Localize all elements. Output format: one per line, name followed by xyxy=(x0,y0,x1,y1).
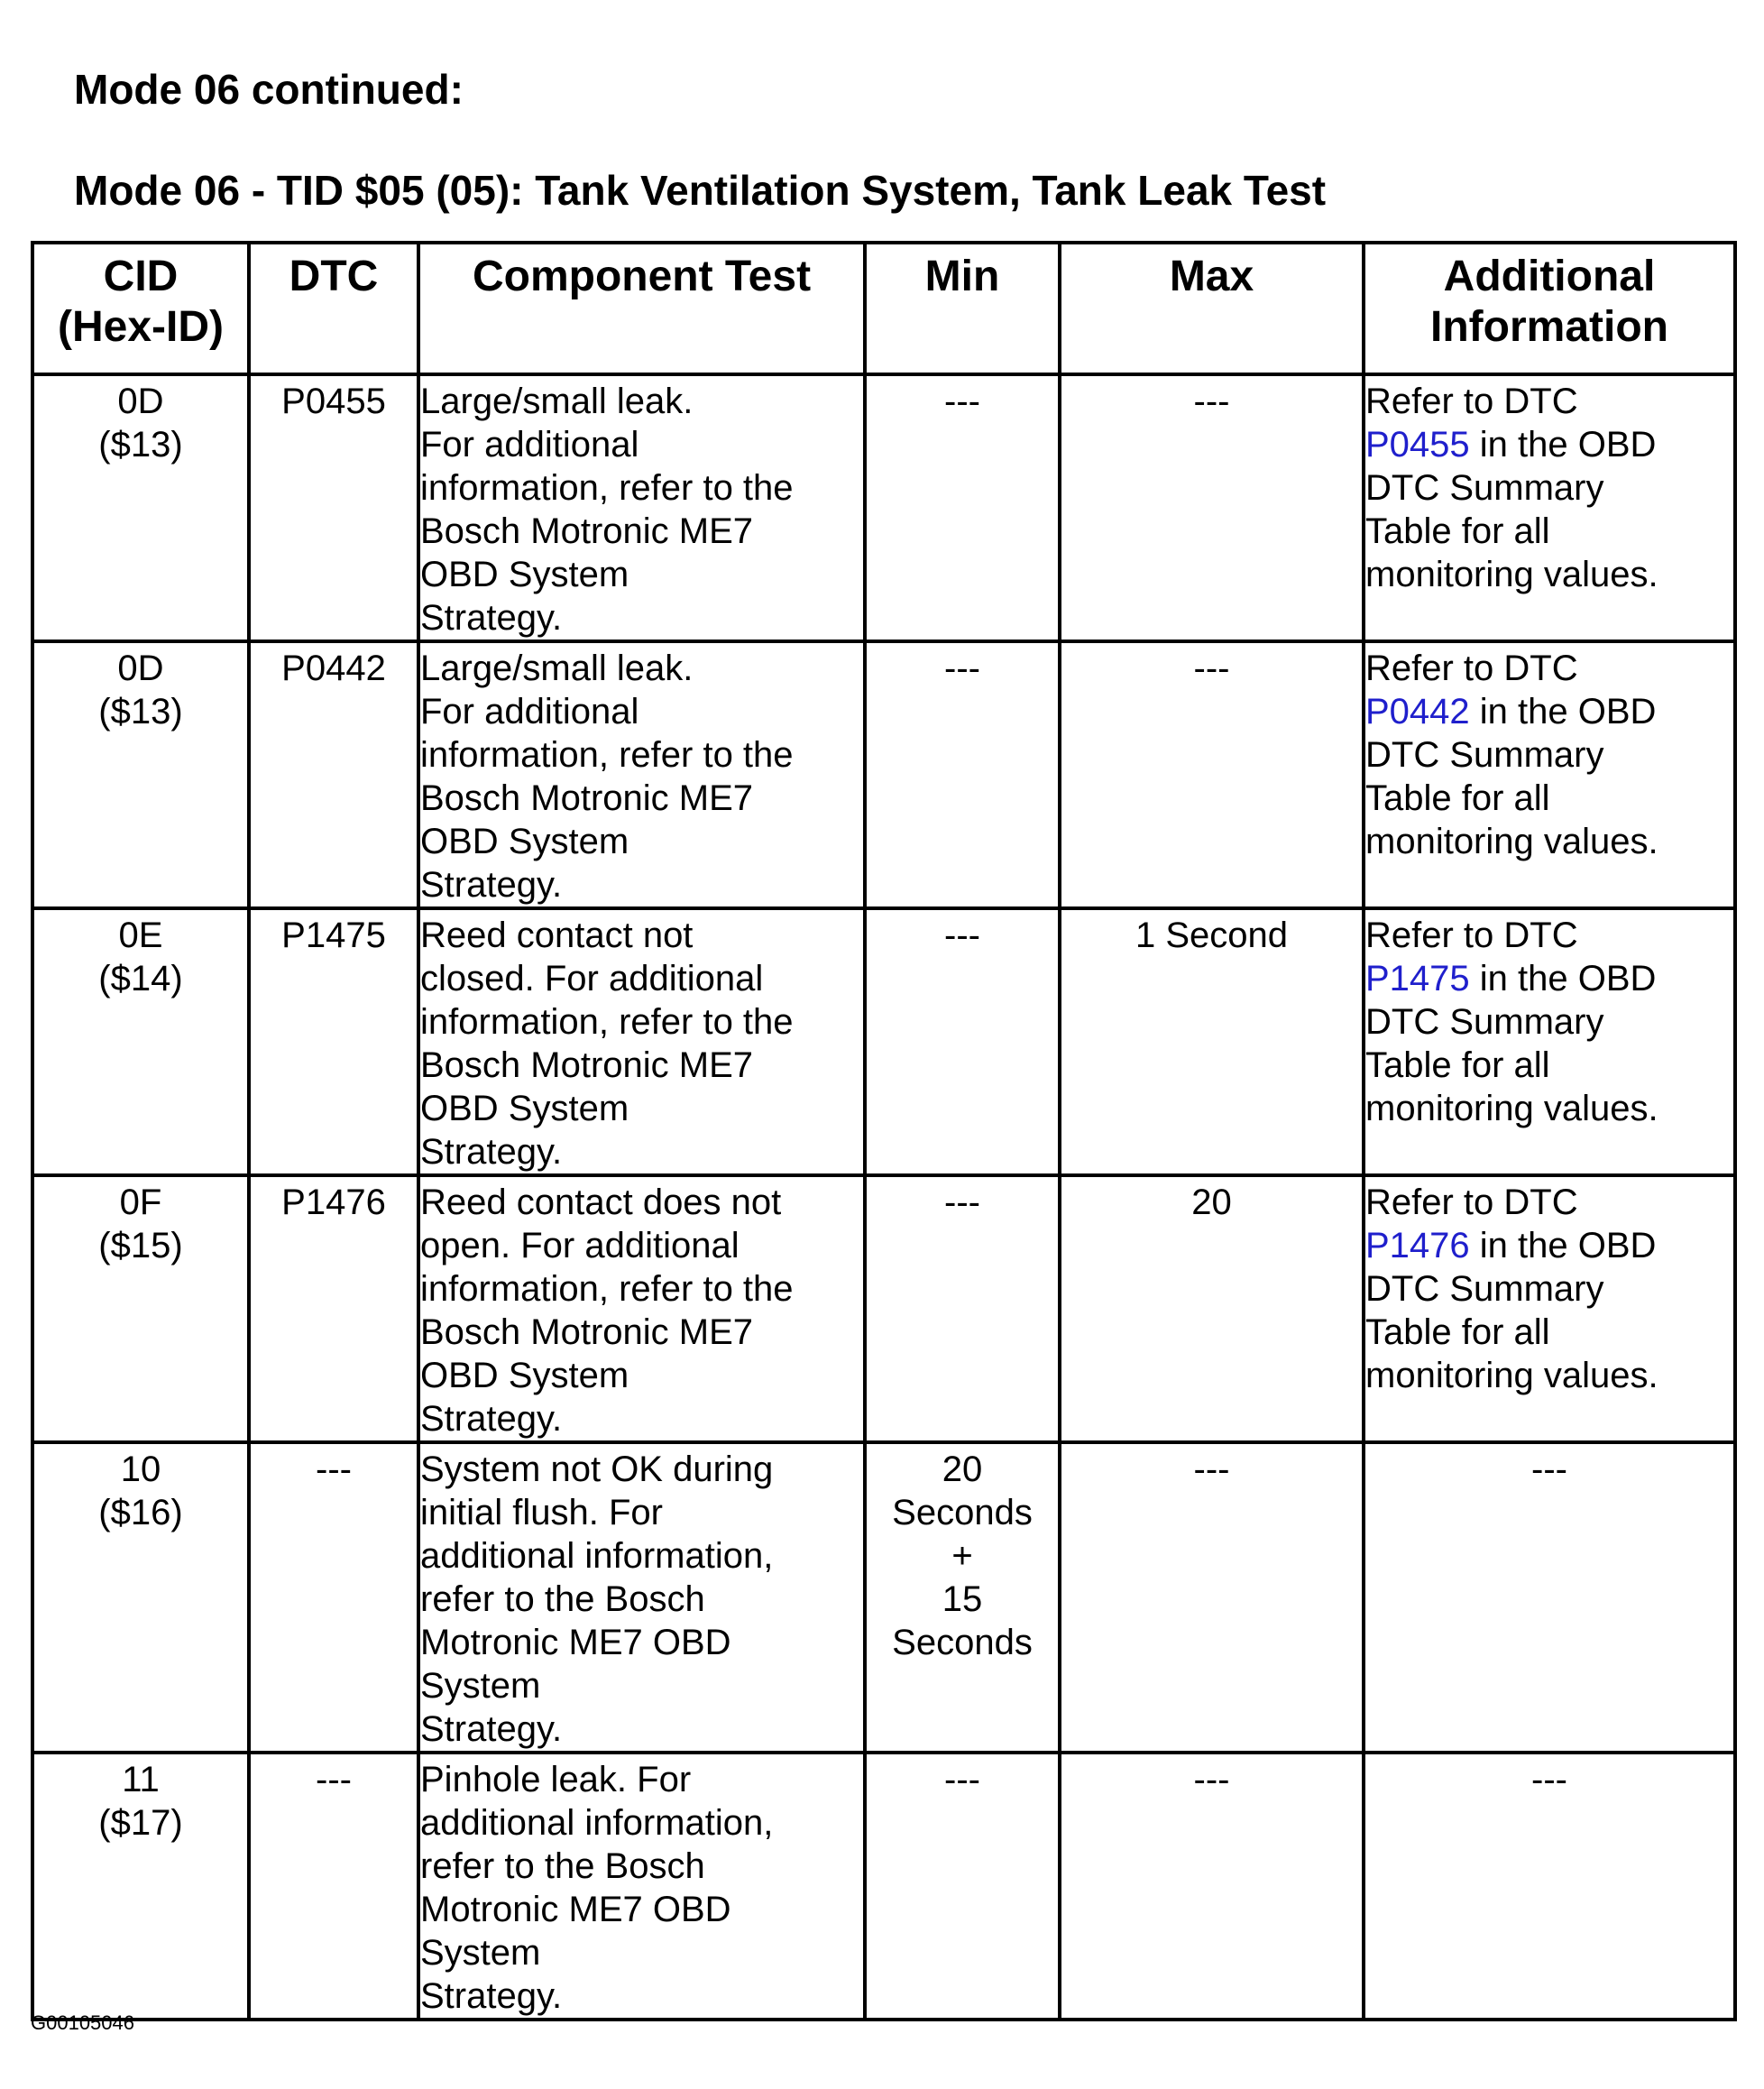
section-heading: Mode 06 continued: xyxy=(74,66,464,113)
min-cell: 20 Seconds + 15 Seconds xyxy=(865,1442,1060,1753)
additional-info-cell: --- xyxy=(1364,1753,1735,2020)
cid-cell: 0F ($15) xyxy=(32,1175,249,1442)
component-test-cell: Reed contact does not open. For additional information, refer to the Bosch Motronic ME7 OBD System Strategy. xyxy=(418,1175,865,1442)
cid-cell: 0D ($13) xyxy=(32,641,249,908)
table-title: Mode 06 - TID $05 (05): Tank Ventilation System, Tank Leak Test xyxy=(74,167,1327,214)
max-cell: 20 xyxy=(1060,1175,1364,1442)
component-test-cell: Pinhole leak. For additional information, refer to the Bosch Motronic ME7 OBD System Strategy. xyxy=(418,1753,865,2020)
min-cell: --- xyxy=(865,1175,1060,1442)
cid-cell: 0E ($14) xyxy=(32,908,249,1175)
dtc-link-p1475[interactable]: P1475 xyxy=(1365,959,1470,998)
additional-info-cell: Refer to DTC P0442 in the OBD DTC Summary Table for all monitoring values. xyxy=(1364,641,1735,908)
table-row xyxy=(32,374,1735,641)
component-test-cell: Large/small leak. For additional information, refer to the Bosch Motronic ME7 OBD System Strategy. xyxy=(418,374,865,641)
min-cell: --- xyxy=(865,374,1060,641)
dtc-cell: P0442 xyxy=(249,641,418,908)
header-component-test: Component Test xyxy=(418,243,865,374)
max-cell: --- xyxy=(1060,641,1364,908)
dtc-cell: P0455 xyxy=(249,374,418,641)
figure-id: G00105046 xyxy=(31,2011,134,2034)
table-row xyxy=(32,1442,1735,1753)
additional-info-cell: Refer to DTC P1475 in the OBD DTC Summary Table for all monitoring values. xyxy=(1364,908,1735,1175)
table-row xyxy=(32,641,1735,908)
header-cid: CID (Hex-ID) xyxy=(32,243,249,374)
max-cell: --- xyxy=(1060,374,1364,641)
dtc-cell: P1476 xyxy=(249,1175,418,1442)
table-row xyxy=(32,1753,1735,2020)
component-test-cell: System not OK during initial flush. For additional information, refer to the Bosch Motronic ME7 OBD System Strategy. xyxy=(418,1442,865,1753)
mode06-table xyxy=(31,241,1737,2021)
component-test-cell: Reed contact not closed. For additional information, refer to the Bosch Motronic ME7 OBD System Strategy. xyxy=(418,908,865,1175)
additional-info-cell: --- xyxy=(1364,1442,1735,1753)
min-cell: --- xyxy=(865,908,1060,1175)
header-max: Max xyxy=(1060,243,1364,374)
table-header-row xyxy=(32,243,1735,374)
component-test-cell: Large/small leak. For additional information, refer to the Bosch Motronic ME7 OBD System Strategy. xyxy=(418,641,865,908)
dtc-link-p1476[interactable]: P1476 xyxy=(1365,1226,1470,1265)
dtc-link-p0455[interactable]: P0455 xyxy=(1365,425,1470,465)
min-cell: --- xyxy=(865,1753,1060,2020)
table-row xyxy=(32,908,1735,1175)
header-dtc: DTC xyxy=(249,243,418,374)
max-cell: --- xyxy=(1060,1442,1364,1753)
dtc-cell: --- xyxy=(249,1442,418,1753)
min-cell: --- xyxy=(865,641,1060,908)
header-additional-information: Additional Information xyxy=(1364,243,1735,374)
max-cell: --- xyxy=(1060,1753,1364,2020)
dtc-cell: --- xyxy=(249,1753,418,2020)
max-cell: 1 Second xyxy=(1060,908,1364,1175)
additional-info-cell: Refer to DTC P0455 in the OBD DTC Summary Table for all monitoring values. xyxy=(1364,374,1735,641)
table-row xyxy=(32,1175,1735,1442)
cid-cell: 10 ($16) xyxy=(32,1442,249,1753)
additional-info-cell: Refer to DTC P1476 in the OBD DTC Summary Table for all monitoring values. xyxy=(1364,1175,1735,1442)
dtc-link-p0442[interactable]: P0442 xyxy=(1365,692,1470,732)
cid-cell: 11 ($17) xyxy=(32,1753,249,2020)
cid-cell: 0D ($13) xyxy=(32,374,249,641)
dtc-cell: P1475 xyxy=(249,908,418,1175)
header-min: Min xyxy=(865,243,1060,374)
